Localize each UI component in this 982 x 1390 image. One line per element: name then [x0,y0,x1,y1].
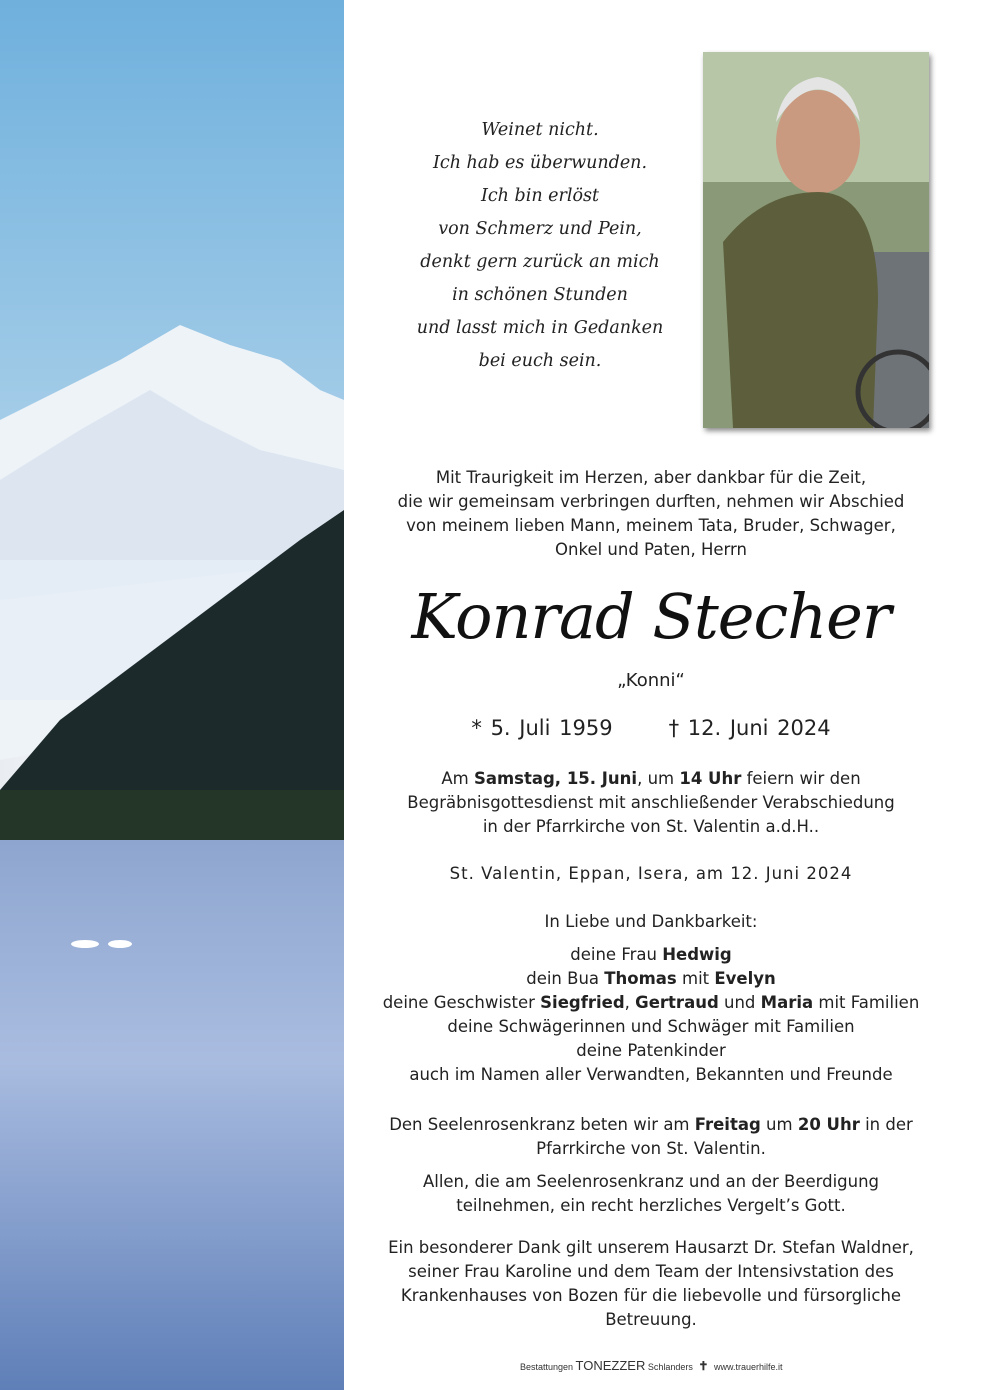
death-date: † 12. Juni 2024 [668,716,831,740]
thanks-special [360,1236,942,1332]
text: Bestattungen [520,1362,576,1372]
birth-date: * 5. Juli 1959 [471,716,613,740]
text: deine Schwägerinnen und Schwäger mit Familien [447,1017,855,1036]
poem-line: in schönen Stunden [452,285,628,305]
place-date: St. Valentin, Eppan, Isera, am 12. Juni 2024 [449,864,853,883]
mourner-name: Siegfried [540,993,625,1012]
mourner-name: Evelyn [714,969,776,988]
text: dein Bua [526,969,605,988]
mourner-name: Hedwig [662,945,732,964]
poem-line: denkt gern zurück an mich [420,252,660,272]
poem-line: und lasst mich in Gedanken [416,318,664,338]
text: deine Geschwister [382,993,541,1012]
service-day: Samstag, 15. Juni [473,769,638,788]
mountain-lake-image [0,0,344,1390]
website-link[interactable]: www.trauerhilfe.it [714,1362,783,1372]
text: Betreuung. [605,1310,697,1329]
text: um [760,1115,798,1134]
intro-line: Onkel und Paten, Herrn [555,540,747,559]
rosary-text [360,1113,942,1161]
poem-line: Ich hab es überwunden. [432,153,648,173]
nickname: „Konni“ [617,670,685,691]
text: Ein besonderer Dank gilt unserem Hausarzt Dr. Stefan Waldner, [388,1238,914,1257]
rosary-day: Freitag [694,1115,761,1134]
mourner-name: Gertraud [635,993,719,1012]
text: Begräbnisgottesdienst mit anschließender Verabschiedung [407,793,895,812]
text: Den Seelenrosenkranz beten wir am [389,1115,695,1134]
text: deine Frau [570,945,663,964]
text: teilnehmen, ein recht herzliches Vergelt’s Gott. [456,1196,846,1215]
intro-line: Mit Traurigkeit im Herzen, aber dankbar für die Zeit, [435,468,867,487]
funeral-home-name: TONEZZER [575,1358,646,1373]
intro-line: die wir gemeinsam verbringen durften, nehmen wir Abschied [397,492,905,511]
text: und [718,993,761,1012]
text: deine Patenkinder [576,1041,726,1060]
funeral-home-footer [520,1358,783,1373]
text: auch im Namen aller Verwandten, Bekannten und Freunde [409,1065,893,1084]
text: mit Familien [813,993,920,1012]
text: in der [859,1115,913,1134]
text: Am [441,769,474,788]
intro-line: von meinem lieben Mann, meinem Tata, Bruder, Schwager, [406,516,896,535]
portrait-photo [703,52,929,428]
poem-line: bei euch sein. [478,351,602,371]
text: feiern wir den [741,769,861,788]
deceased-name: Konrad Stecher [411,580,891,653]
service-time: 14 Uhr [679,769,742,788]
mourner-name: Thomas [604,969,677,988]
mourner-name: Maria [760,993,814,1012]
text: Krankenhauses von Bozen für die liebevolle und fürsorgliche [400,1286,902,1305]
funeral-service-text [360,767,942,839]
poem-line: Weinet nicht. [481,120,599,140]
life-dates [360,716,942,740]
poem-line: Ich bin erlöst [480,186,600,206]
text: , [624,993,636,1012]
intro-text [360,466,942,562]
poem-line: von Schmerz und Pein, [438,219,642,239]
mourners-heading: In Liebe und Dankbarkeit: [544,912,758,931]
text: seiner Frau Karoline und dem Team der Intensivstation des [408,1262,894,1281]
poem [380,114,700,378]
text: Pfarrkirche von St. Valentin. [536,1139,766,1158]
text: Schlanders [645,1362,693,1372]
text: Allen, die am Seelenrosenkranz und an der Beerdigung [422,1172,880,1191]
text: , um [637,769,680,788]
trauerhilfe-logo-icon: ✝ [698,1359,709,1373]
text: in der Pfarrkirche von St. Valentin a.d.H.. [482,817,820,836]
rosary-time: 20 Uhr [797,1115,860,1134]
text: mit [676,969,715,988]
thanks-all [360,1170,942,1218]
mourners-list [360,943,942,1087]
